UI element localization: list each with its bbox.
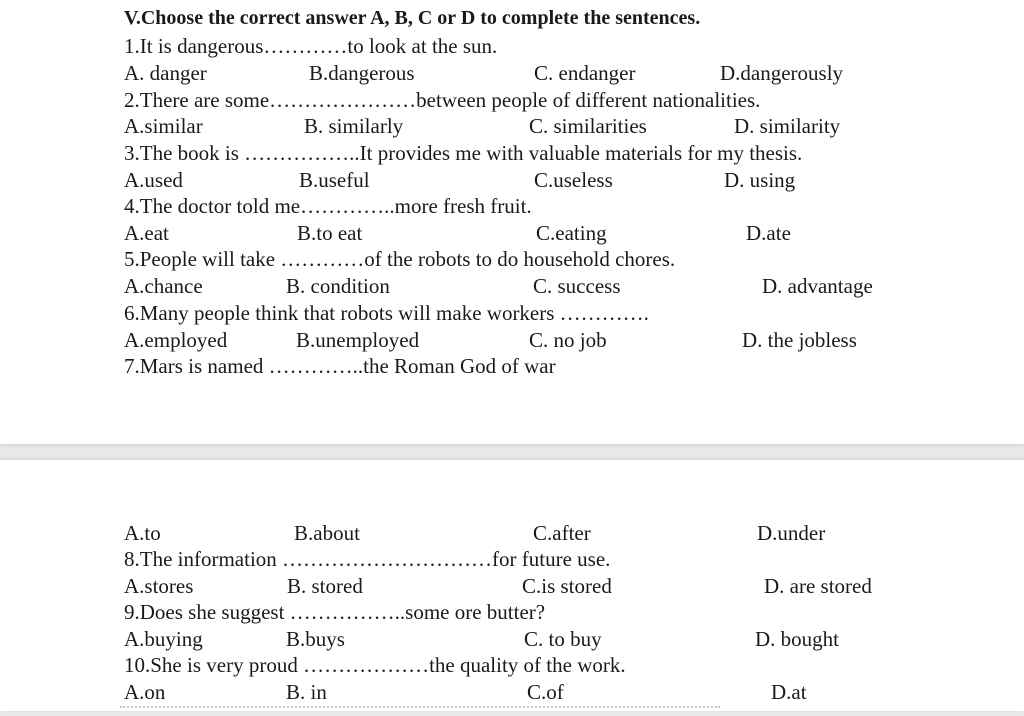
q9-option-a: A.buying (124, 627, 203, 651)
q1-option-c: C. endanger (534, 61, 636, 85)
worksheet-page-2 (0, 460, 1024, 711)
q6-option-d: D. the jobless (742, 328, 857, 352)
q9-option-b: B.buys (286, 627, 345, 651)
q8-option-c: C.is stored (522, 574, 612, 598)
q5-option-d: D. advantage (762, 274, 873, 298)
question-5-stem: 5.People will take …………of the robots to do household chores. (124, 247, 676, 271)
q7-option-b: B.about (294, 521, 360, 545)
q5-option-a: A.chance (124, 274, 203, 298)
q2-option-c: C. similarities (529, 114, 647, 138)
question-2-stem: 2.There are some…………………between people of different nationalities. (124, 88, 761, 112)
q2-option-a: A.similar (124, 114, 203, 138)
q5-option-b: B. condition (286, 274, 390, 298)
q7-option-d: D.under (757, 521, 826, 545)
cut-off-next-line (120, 706, 720, 716)
question-8-stem: 8.The information …………………………for future use. (124, 547, 611, 571)
q3-option-b: B.useful (299, 168, 370, 192)
question-3-stem: 3.The book is ……………..It provides me with valuable materials for my thesis. (124, 141, 803, 165)
question-1-stem: 1.It is dangerous…………to look at the sun. (124, 34, 498, 58)
question-9-stem: 9.Does she suggest ……………..some ore butter? (124, 600, 546, 624)
q3-option-c: C.useless (534, 168, 613, 192)
q4-option-c: C.eating (536, 221, 607, 245)
q1-option-a: A. danger (124, 61, 207, 85)
question-6-stem: 6.Many people think that robots will make workers …………. (124, 301, 649, 325)
q6-option-a: A.employed (124, 328, 228, 352)
q8-option-a: A.stores (124, 574, 194, 598)
q6-option-c: C. no job (529, 328, 607, 352)
q5-option-c: C. success (533, 274, 621, 298)
q7-option-a: A.to (124, 521, 161, 545)
q2-option-d: D. similarity (734, 114, 841, 138)
exercise-heading: V.Choose the correct answer A, B, C or D to complete the sentences. (124, 7, 701, 29)
question-10-stem: 10.She is very proud ………………the quality of the work. (124, 653, 626, 677)
q4-option-d: D.ate (746, 221, 791, 245)
q10-option-d: D.at (771, 680, 807, 704)
q10-option-c: C.of (527, 680, 564, 704)
q6-option-b: B.unemployed (296, 328, 420, 352)
q10-option-a: A.on (124, 680, 166, 704)
q7-option-c: C.after (533, 521, 591, 545)
q9-option-c: C. to buy (524, 627, 602, 651)
q3-option-d: D. using (724, 168, 796, 192)
question-4-stem: 4.The doctor told me…………..more fresh fruit. (124, 194, 532, 218)
q1-option-b: B.dangerous (309, 61, 415, 85)
q4-option-a: A.eat (124, 221, 169, 245)
q9-option-d: D. bought (755, 627, 839, 651)
q4-option-b: B.to eat (297, 221, 363, 245)
q8-option-d: D. are stored (764, 574, 872, 598)
q2-option-b: B. similarly (304, 114, 404, 138)
q8-option-b: B. stored (287, 574, 363, 598)
q10-option-b: B. in (286, 680, 327, 704)
q1-option-d: D.dangerously (720, 61, 844, 85)
question-7-stem: 7.Mars is named …………..the Roman God of war (124, 354, 556, 378)
q3-option-a: A.used (124, 168, 183, 192)
